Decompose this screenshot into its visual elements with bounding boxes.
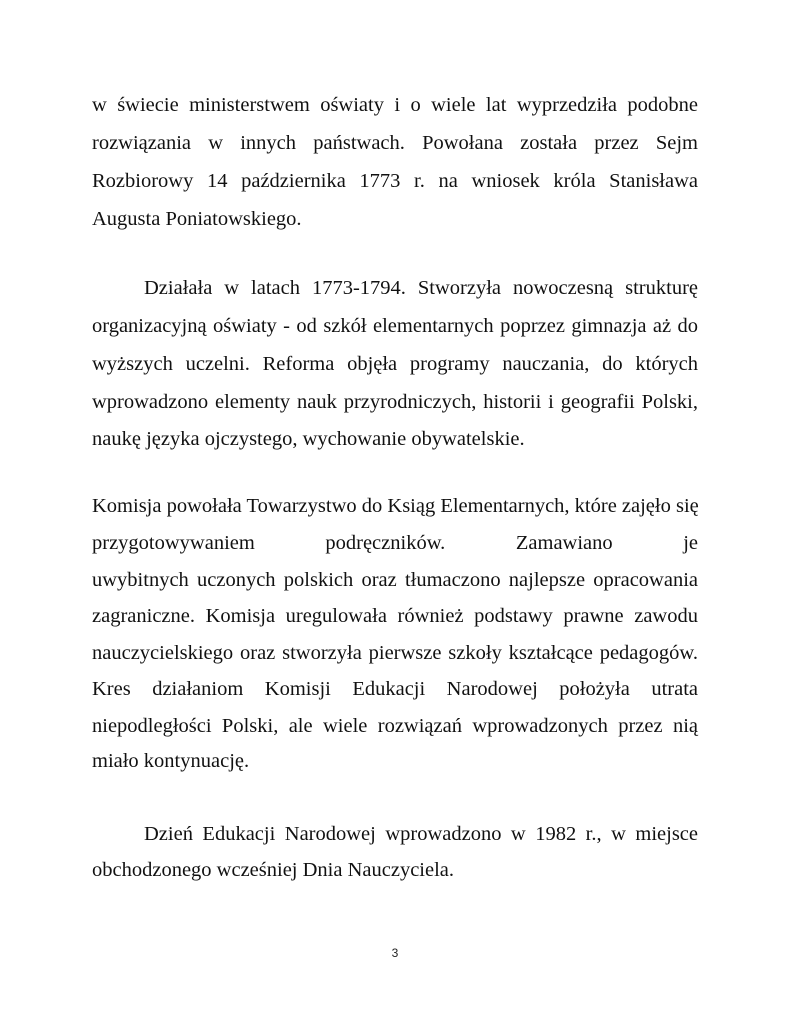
paragraph-4-line-2: obchodzonego wcześniej Dnia Nauczyciela. [92,859,455,881]
paragraph-2-line-1: Działała w latach 1773-1794. Stworzyła nowoczesną strukturę [144,277,698,299]
paragraph-4-line-1: Dzień Edukacji Narodowej wprowadzono w 1982 r., w miejsce [144,823,698,845]
paragraph-2-line-5: naukę języka ojczystego, wychowanie obywatelskie. [92,428,525,450]
page-number: 3 [391,946,399,960]
paragraph-3-line-6: Kres działaniom Komisji Edukacji Narodowej położyła utrata [92,678,698,700]
paragraph-2-line-4: wprowadzono elementy nauk przyrodniczych, historii i geografii Polski, [92,391,698,413]
paragraph-1-line-3: Rozbiorowy 14 października 1773 r. na wniosek króla Stanisława [92,170,698,192]
paragraph-2-line-3: wyższych uczelni. Reforma objęła programy nauczania, do których [92,353,698,375]
paragraph-3-line-5: nauczycielskiego oraz stworzyła pierwsze szkoły kształcące pedagogów. [92,642,698,664]
paragraph-1-line-4: Augusta Poniatowskiego. [92,208,302,230]
paragraph-3-line-8: miało kontynuację. [92,750,250,772]
paragraph-3-line-3: uwybitnych uczonych polskich oraz tłumaczono najlepsze opracowania [92,569,698,591]
paragraph-3-line-1: Komisja powołała Towarzystwo do Ksiąg Elementarnych, które zajęło się [92,495,699,517]
paragraph-3-line-7: niepodległości Polski, ale wiele rozwiązań wprowadzonych przez nią [92,715,698,737]
paragraph-3-line-2: przygotowywaniem podręczników. Zamawiano je [92,532,698,554]
paragraph-2-line-2: organizacyjną oświaty - od szkół elementarnych poprzez gimnazja aż do [92,315,698,337]
paragraph-3-line-4: zagraniczne. Komisja uregulowała również podstawy prawne zawodu [92,605,698,627]
paragraph-1-line-2: rozwiązania w innych państwach. Powołana została przez Sejm [92,132,698,154]
paragraph-1-line-1: w świecie ministerstwem oświaty i o wiele lat wyprzedziła podobne [92,94,698,116]
